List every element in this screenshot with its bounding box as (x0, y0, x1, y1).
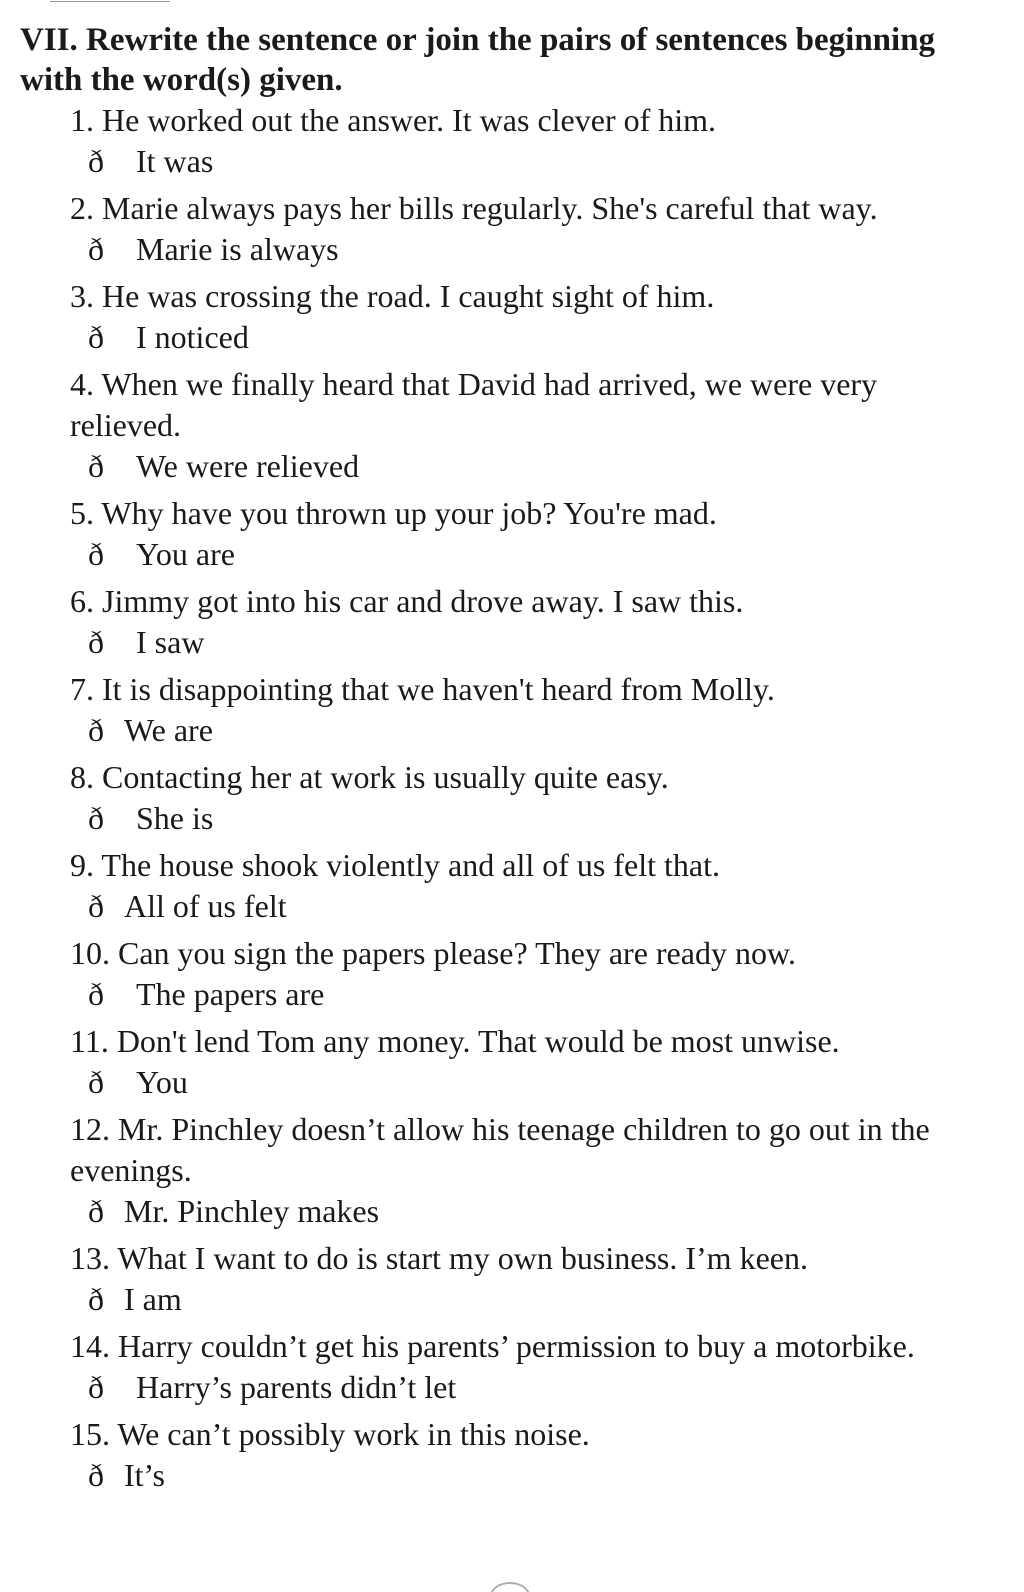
exercise-item-8 (70, 757, 970, 839)
answer-prompt-11 (88, 1062, 970, 1103)
question-6: 6. Jimmy got into his car and drove away. I saw this. (70, 583, 744, 619)
exercise-item-6 (70, 581, 970, 663)
answer-prompt-8 (88, 798, 970, 839)
exercise-item-2 (70, 188, 970, 270)
question-3: 3. He was crossing the road. I caught sight of him. (70, 278, 715, 314)
answer-prompt-13 (88, 1279, 970, 1320)
question-10: 10. Can you sign the papers please? They are ready now. (70, 935, 796, 971)
arrow-icon: ð (88, 448, 104, 484)
question-5: 5. Why have you thrown up your job? You're mad. (70, 495, 717, 531)
answer-start-10: The papers are (136, 976, 325, 1012)
question-7: 7. It is disappointing that we haven't heard from Molly. (70, 671, 775, 707)
exercise-item-10 (70, 933, 970, 1015)
exercise-item-4 (70, 364, 970, 487)
page-top-fragment (20, 0, 220, 8)
arrow-icon: ð (88, 231, 104, 267)
answer-prompt-10 (88, 974, 970, 1015)
question-1: 1. He worked out the answer. It was clever of him. (70, 102, 717, 138)
arrow-icon: ð (88, 712, 104, 748)
exercise-item-5 (70, 493, 970, 575)
exercise-item-15 (70, 1414, 970, 1496)
answer-start-14: Harry’s parents didn’t let (136, 1369, 457, 1405)
answer-prompt-5 (88, 534, 970, 575)
exercise-item-11 (70, 1021, 970, 1103)
answer-prompt-14 (88, 1367, 970, 1408)
answer-prompt-1 (88, 141, 970, 182)
answer-prompt-2 (88, 229, 970, 270)
answer-start-6: I saw (136, 624, 205, 660)
exercise-item-14 (70, 1326, 970, 1408)
answer-start-3: I noticed (136, 319, 249, 355)
exercise-item-13 (70, 1238, 970, 1320)
arrow-icon: ð (88, 1193, 104, 1229)
arrow-icon: ð (88, 888, 104, 924)
exercise-item-9 (70, 845, 970, 927)
exercise-list (70, 100, 970, 1502)
page-bottom-fragment (480, 1570, 540, 1592)
arrow-icon: ð (88, 800, 104, 836)
arrow-icon: ð (88, 1064, 104, 1100)
arrow-icon: ð (88, 624, 104, 660)
question-13: 13. What I want to do is start my own business. I’m keen. (70, 1240, 808, 1276)
answer-start-12: Mr. Pinchley makes (124, 1193, 380, 1229)
question-4: 4. When we finally heard that David had arrived, we were very relieved. (70, 366, 878, 443)
exercise-item-12 (70, 1109, 970, 1232)
answer-prompt-4 (88, 446, 970, 487)
answer-start-1: It was (136, 143, 214, 179)
question-12: 12. Mr. Pinchley doesn’t allow his teenage children to go out in the evenings. (70, 1111, 930, 1188)
answer-start-7: We are (124, 712, 213, 748)
arrow-icon: ð (88, 536, 104, 572)
answer-start-2: Marie is always (136, 231, 339, 267)
question-15: 15. We can’t possibly work in this noise. (70, 1416, 590, 1452)
answer-start-4: We were relieved (136, 448, 360, 484)
arrow-icon: ð (88, 1457, 104, 1493)
arrow-icon: ð (88, 976, 104, 1012)
answer-prompt-6 (88, 622, 970, 663)
answer-prompt-12 (88, 1191, 970, 1232)
answer-prompt-15 (88, 1455, 970, 1496)
exercise-heading: VII. Rewrite the sentence or join the pairs of sentences beginning with the word(s) given. (20, 22, 936, 98)
answer-start-11: You (136, 1064, 188, 1100)
answer-start-8: She is (136, 800, 214, 836)
answer-start-5: You are (136, 536, 235, 572)
question-8: 8. Contacting her at work is usually quite easy. (70, 759, 669, 795)
answer-prompt-3 (88, 317, 970, 358)
answer-start-13: I am (124, 1281, 182, 1317)
exercise-item-7 (70, 669, 970, 751)
answer-prompt-7 (88, 710, 970, 751)
answer-prompt-9 (88, 886, 970, 927)
question-14: 14. Harry couldn’t get his parents’ permission to buy a motorbike. (70, 1328, 915, 1364)
exercise-item-3 (70, 276, 970, 358)
question-2: 2. Marie always pays her bills regularly. She's careful that way. (70, 190, 878, 226)
answer-start-15: It’s (124, 1457, 165, 1493)
arrow-icon: ð (88, 1281, 104, 1317)
question-11: 11. Don't lend Tom any money. That would be most unwise. (70, 1023, 840, 1059)
answer-start-9: All of us felt (124, 888, 287, 924)
question-9: 9. The house shook violently and all of us felt that. (70, 847, 720, 883)
arrow-icon: ð (88, 143, 104, 179)
arrow-icon: ð (88, 319, 104, 355)
arrow-icon: ð (88, 1369, 104, 1405)
exercise-item-1 (70, 100, 970, 182)
